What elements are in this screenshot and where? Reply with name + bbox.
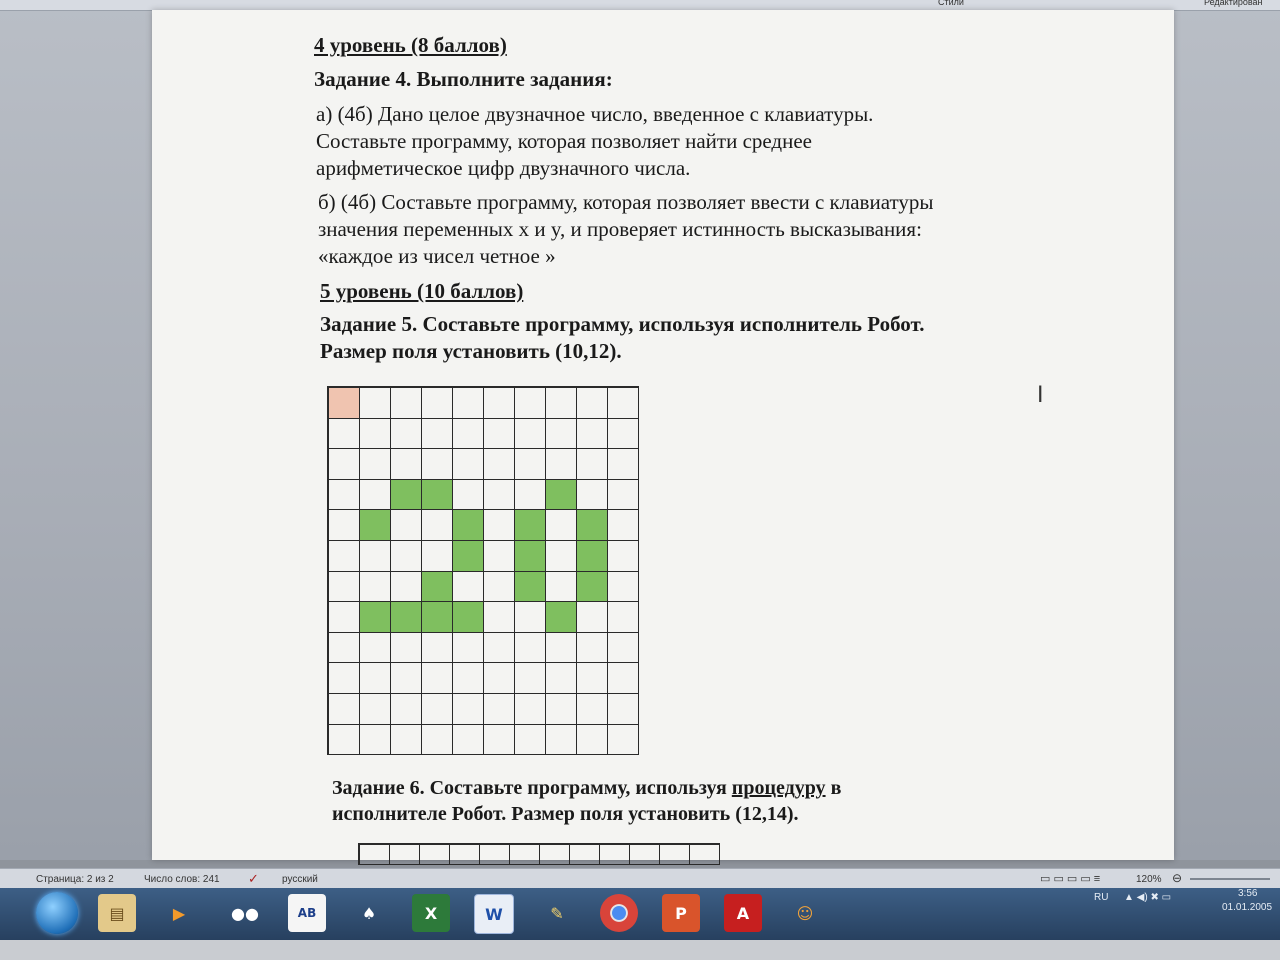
grid-cell [577,388,608,419]
task4-title: Задание 4. Выполните задания: [314,67,613,91]
robot-field-grid [327,386,639,755]
status-language[interactable]: русский [282,874,318,885]
grid-cell [570,845,600,865]
grid-cell [608,480,639,511]
grid-cell [608,419,639,450]
zoom-level[interactable]: 120% [1136,874,1162,885]
abnet-icon[interactable]: AB [288,894,326,932]
grid-cell [329,419,360,450]
grid-cell [484,419,515,450]
grid-cell [422,419,453,450]
powerpoint-icon[interactable]: P [662,894,700,932]
grid-cell [484,602,515,633]
tray-language[interactable]: RU [1094,892,1109,903]
grid-cell [422,663,453,694]
grid-cell [391,725,422,756]
grid-cell [484,572,515,603]
grid-cell [546,572,577,603]
grid-cell [577,694,608,725]
grid-cell [484,480,515,511]
grid-cell [329,633,360,664]
grid-cell [360,725,391,756]
grid-cell [422,633,453,664]
grid-cell [515,725,546,756]
grid-cell [422,541,453,572]
task5-line-1: Задание 5. Составьте программу, используя исполнитель Робот. [320,312,925,336]
tray-date[interactable]: 01.01.2005 [1222,902,1273,913]
grid-cell [453,419,484,450]
grid-cell [391,419,422,450]
tray-time[interactable]: 3:56 [1238,888,1258,899]
filled-cell [546,480,577,511]
grid-cell [329,449,360,480]
grid-cell [546,388,577,419]
tray-icons[interactable]: ▲ ◀) ✖ ▭ [1124,892,1172,903]
grid-cell [329,725,360,756]
grid-cell [577,419,608,450]
grid-cell [515,449,546,480]
grid-cell [420,845,450,865]
grid-cell [660,845,690,865]
grid-cell [453,725,484,756]
ribbon-styles-label[interactable]: Стили [938,0,964,7]
filled-cell [546,602,577,633]
grid-cell [360,480,391,511]
grid-cell [540,845,570,865]
grid-cell [515,694,546,725]
grid-cell [484,633,515,664]
grid-cell [577,663,608,694]
grid-cell [329,541,360,572]
task4a-line-3: арифметическое цифр двузначного числа. [316,156,691,180]
grid-cell [515,663,546,694]
text-cursor-icon: I [1037,383,1044,408]
scratch-icon[interactable]: ☺ [796,903,814,923]
grid-cell [422,388,453,419]
zoom-out-icon[interactable]: ⊖ [1172,871,1183,885]
grid-cell [546,694,577,725]
grid-cell [360,541,391,572]
word-icon[interactable]: W [474,894,514,934]
grid-cell [391,541,422,572]
grid-cell [453,388,484,419]
filled-cell [422,480,453,511]
grid-cell [515,633,546,664]
grid-cell [422,510,453,541]
zoom-slider[interactable] [1190,878,1270,880]
grid-cell [608,663,639,694]
grid-cell [453,480,484,511]
grid-cell [546,510,577,541]
grid-cell [453,633,484,664]
grid-cell [329,663,360,694]
task6-procedure-link[interactable]: процедуру [731,777,826,799]
grid-cell [329,480,360,511]
grid-cell [480,845,510,865]
explorer-icon[interactable]: ▤ [98,894,136,932]
grid-cell [360,419,391,450]
grid-cell [329,694,360,725]
grid-cell [391,633,422,664]
grid-cell [608,602,639,633]
grid-cell [450,845,480,865]
grid-cell [453,449,484,480]
status-words[interactable]: Число слов: 241 [144,874,220,885]
taskbar [0,888,1280,940]
grid-cell [608,633,639,664]
filled-cell [391,480,422,511]
filled-cell [515,572,546,603]
grid-cell [391,388,422,419]
grid-cell [608,510,639,541]
ribbon-editing-label[interactable]: Редактирован [1204,0,1263,7]
filled-cell [360,510,391,541]
grid-cell [630,845,660,865]
chrome-icon[interactable] [600,894,638,932]
grid-cell [422,694,453,725]
task4b-line-2: значения переменных x и y, и проверяет истинность высказывания: [318,217,922,241]
grid-cell [422,725,453,756]
grid-cell [546,633,577,664]
grid-cell [608,388,639,419]
grid-cell [329,510,360,541]
grid-cell [577,633,608,664]
grid-cell [453,572,484,603]
grid-cell [360,449,391,480]
grid-cell [510,845,540,865]
task6-text-pre: Задание 6. Составьте программу, используя [332,777,732,799]
grid-cell [608,694,639,725]
grid-cell [600,845,630,865]
grid-cell [546,541,577,572]
robot-start-cell [329,388,360,419]
grid-cell [484,725,515,756]
start-orb-icon[interactable] [36,892,78,934]
grid-cell [422,449,453,480]
grid-cell [360,388,391,419]
grid-cell [608,572,639,603]
acrobat-icon[interactable]: A [724,894,762,932]
filled-cell [515,541,546,572]
task6-text-post: в [825,777,842,799]
grid-cell [391,510,422,541]
view-mode-icons[interactable]: ▭ ▭ ▭ ▭ ≡ [1040,873,1101,885]
grid-cell [515,480,546,511]
filled-cell [360,602,391,633]
grid-cell [546,725,577,756]
grid-cell [484,449,515,480]
task4b-line-1: б) (4б) Составьте программу, которая позволяет ввести с клавиатуры [318,190,934,214]
filled-cell [577,510,608,541]
status-bar [0,868,1280,889]
filled-cell [391,602,422,633]
grid-cell [484,694,515,725]
grid-cell [484,663,515,694]
grid-cell [577,602,608,633]
grid-cell [329,602,360,633]
grid-cell [546,449,577,480]
filled-cell [577,572,608,603]
excel-icon[interactable]: X [412,894,450,932]
grid-cell [577,449,608,480]
grid-cell [329,572,360,603]
grid-cell [453,663,484,694]
grid-cell [391,572,422,603]
grid-cell [360,694,391,725]
filled-cell [453,602,484,633]
grid-cell [577,480,608,511]
filled-cell [422,602,453,633]
grid-cell [690,845,720,865]
task6-line-1 [332,777,841,800]
solitaire-icon[interactable]: ♠ [361,903,377,923]
grid-cell [360,572,391,603]
grid-cell [360,845,390,865]
media-player-icon[interactable]: ▶ [172,903,186,923]
filled-cell [422,572,453,603]
grid-cell [484,541,515,572]
grid-cell [515,388,546,419]
filled-cell [515,510,546,541]
paint-icon[interactable]: ✎ [550,903,564,923]
grid-cell [390,845,420,865]
eyes-icon[interactable]: ●● [231,903,259,923]
grid-cell [484,510,515,541]
task6-line-2: исполнителе Робот. Размер поля установить (12,14). [332,803,799,825]
grid-cell [391,694,422,725]
grid-cell [391,449,422,480]
grid-cell [453,694,484,725]
grid-cell [608,541,639,572]
grid-cell [608,449,639,480]
grid-cell [546,663,577,694]
task4b-line-3: «каждое из чисел четное » [318,244,556,268]
grid-cell [484,388,515,419]
grid-cell [608,725,639,756]
status-page[interactable]: Страница: 2 из 2 [36,874,114,885]
filled-cell [453,510,484,541]
level5-heading: 5 уровень (10 баллов) [320,279,524,303]
filled-cell [577,541,608,572]
grid-cell [515,602,546,633]
robot-field-grid-2 [358,843,720,865]
filled-cell [453,541,484,572]
grid-cell [360,633,391,664]
spellcheck-icon[interactable]: ✓ [248,871,259,886]
task4a-line-1: а) (4б) Дано целое двузначное число, введенное с клавиатуры. [316,102,874,126]
monitor-bezel [0,940,1280,960]
task5-line-2: Размер поля установить (10,12). [320,339,622,363]
grid-cell [515,419,546,450]
grid-cell [360,663,391,694]
level4-heading: 4 уровень (8 баллов) [314,33,507,57]
grid-cell [391,663,422,694]
grid-cell [546,419,577,450]
task4a-line-2: Составьте программу, которая позволяет найти среднее [316,129,812,153]
grid-cell [577,725,608,756]
